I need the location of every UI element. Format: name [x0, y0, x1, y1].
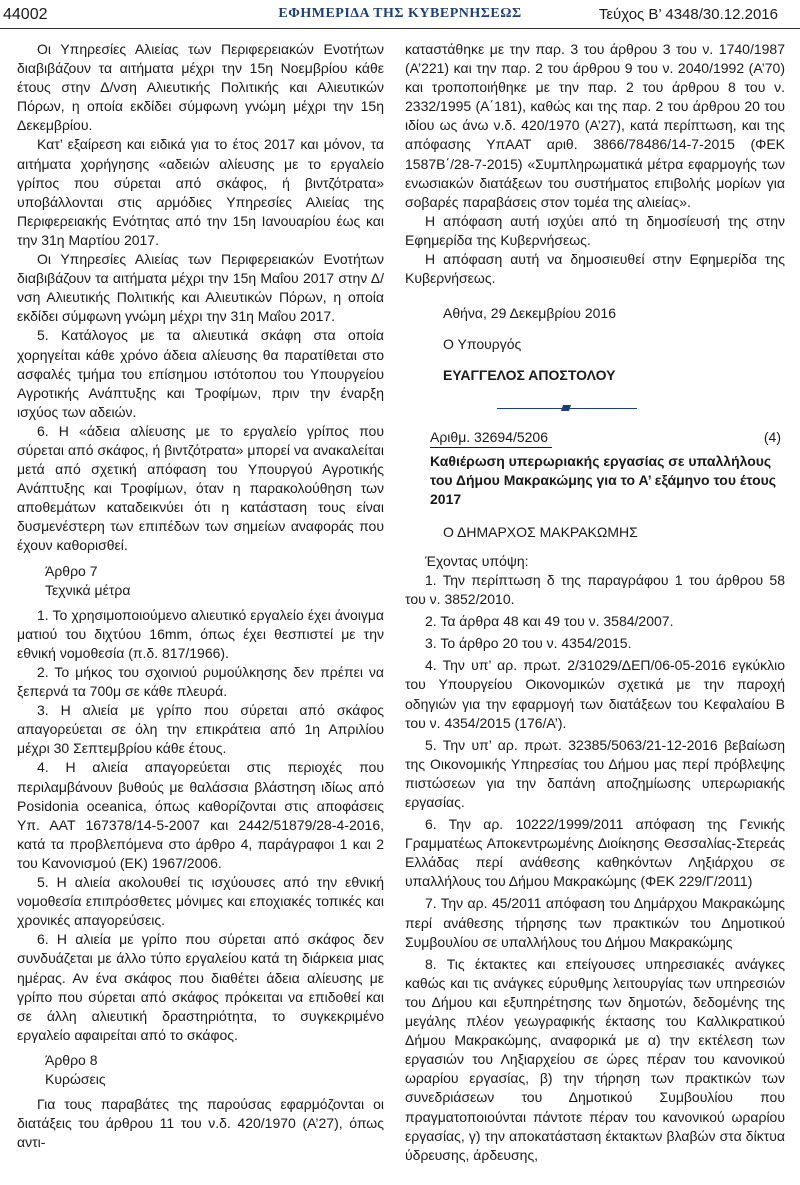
decision-number: Αριθμ. 32694/5206 [430, 428, 552, 448]
paragraph: 1. Το χρησιμοποιούμενο αλιευτικό εργαλείο έχει άνοιγμα ματιού του διχτύου 16mm, όπως έχει θεσπιστεί με την εθνική νομοθεσία (π.δ. 817/1966). [17, 606, 384, 661]
paragraph: 3. Η αλιεία με γρίπο που σύρεται από σκάφος απαγορεύεται σε όλη την επικράτεια από 1η Απριλίου μέχρι 30 Σεπτεμβρίου κάθε έτους. [17, 702, 384, 757]
paragraph: καταστάθηκε με την παρ. 3 του άρθρου 3 του ν. 1740/1987 (Α’221) και την παρ. 2 του άρθρου 9 του ν. 2040/1992 (Α’70) και τροποποιήθηκε με την παρ. 2 του άρθρου 8 του ν. 2332/1995 (Α΄181), καθώς και της παρ. 2 του άρθρου 20 του ιδίου ως άνω ν.δ. 420/1970 (Α’27), κατά περίπτωση, και της απόφασης ΥπΑΑΤ αριθ. 3866/78486/14-7-2015 (ΦΕΚ 1587Β΄/28-7-2015) «Συμπληρωματικά μέτρα εφαρμογής των ενωσιακών διατάξεων του συστήματος επιβολής μορίων για σοβαρές παραβάσεις στον τομέα της αλιείας». [405, 41, 785, 210]
page-number: 44002 [3, 6, 48, 23]
divider-mark [561, 405, 571, 411]
article-7-title: Τεχνικά μέτρα [45, 581, 131, 598]
header-rule [0, 28, 800, 29]
paragraph: Η απόφαση αυτή να δημοσιευθεί στην Εφημερίδα της Κυβερνήσεως. [405, 251, 785, 287]
issuing-authority: Ο ΔΗΜΑΡΧΟΣ ΜΑΚΡΑΚΩΜΗΣ [443, 523, 638, 540]
page-header [0, 0, 800, 30]
section-divider [405, 394, 785, 424]
paragraph: 2. Το μήκος του σχοινιού ρυμούλκησης δεν πρέπει να ξεπερνά τα 700μ σε κάθε πλευρά. [17, 664, 384, 700]
decision-code: (4) [763, 428, 781, 445]
issue-reference: Τεύχος B’ 4348/30.12.2016 [598, 6, 778, 23]
paragraph: Κατ’ εξαίρεση και ειδικά για το έτος 2017 και μόνον, τα αιτήματα χορήγησης «αδειών αλίευσης με το εργαλείο γρίπος που σύρεται από σκάφος, ή βιντζότρατα» υποβάλλονται στις αρμόδιες Υπηρεσίες Αλιείας της Περιφερειακής Ενότητας από την 15η Ιανουαρίου έως και την 31η Μαρτίου 2017. [17, 136, 384, 248]
decision-title: Καθιέρωση υπερωριακής εργασίας σε υπαλλήλους του Δήμου Μακρακώμης για το Α’ εξάμηνο του έτους 2017 [430, 452, 777, 507]
paragraph: 5. Κατάλογος με τα αλιευτικά σκάφη στα οποία χορηγείται κάθε χρόνο άδεια αλίευσης θα παρατίθεται στο ασφαλές τμήμα του επίσημου ιστότοπου του Υπουργείου Αγροτικής Ανάπτυξης και Τροφίμων, πριν την έναρξη ισχύος των αδειών. [17, 327, 384, 420]
signature-place-date: Αθήνα, 29 Δεκεμβρίου 2016 [443, 305, 616, 322]
considering-label: Έχοντας υπόψη: [425, 552, 529, 569]
paragraph: 6. Η «άδεια αλίευσης με το εργαλείο γρίπος που σύρεται από σκάφος, ή βιντζότρατα» μπορεί να ανακαλείται μετά από σχετική απόφαση του Υπουργού Αγροτικής Ανάπτυξης και Τροφίμων, όταν η παρακολούθηση των αποθεμάτων καταδεικνύει ότι η κατάσταση τους είναι δυσμενέστερη των επιπέδων των σημείων αναφοράς που έχουν καθορισθεί. [17, 422, 384, 554]
signatory-name: ΕΥΑΓΓΕΛΟΣ ΑΠΟΣΤΟΛΟΥ [443, 367, 616, 384]
recital: 5. Την υπ’ αρ. πρωτ. 32385/5063/21-12-2016 βεβαίωση της Οικονομικής Υπηρεσίας του Δήμου μας περί πρόβλεψης πιστώσεων για την δαπάνη αποζημίωσης υπερωριακής εργασίας. [405, 736, 785, 810]
paragraph: 6. Η αλιεία με γρίπο που σύρεται από σκάφος δεν συνδυάζεται με άλλο τύπο εργαλείου κατά τη διάρκεια μιας ημέρας. Αν ένα σκάφος που διαθέτει άδεια αλίευσης με γρίπο που σύρεται από σκάφος πρόκειται να επιδοθεί και σε άλλη αλιευτική δραστηριότητα, το συγκεκριμένο εργαλείο αφαιρείται από το σκάφος. [17, 931, 384, 1043]
article-7-number: Άρθρο 7 [45, 562, 98, 579]
article-8-title: Κυρώσεις [45, 1070, 106, 1087]
right-column [405, 40, 785, 1180]
paragraph: Οι Υπηρεσίες Αλιείας των Περιφερειακών Ενοτήτων διαβιβάζουν τα αιτήματα μέχρι την 15η Μαΐου 2017 στην Δ/νση Αλιευτικής Πολιτικής και Αλιευτικών Πόρων, η οποία εκδίδει σύμφωνη γνώμη μέχρι την 31η Μαΐου 2017. [17, 251, 384, 325]
paragraph: Οι Υπηρεσίες Αλιείας των Περιφερειακών Ενοτήτων διαβιβάζουν τα αιτήματα μέχρι την 15η Νοεμβρίου κάθε έτους στην Δ/νση Αλιευτικής Πολιτικής και Αλιευτικών Πόρων, η οποία εκδίδει σύμφωνη γνώμη μέχρι την 15η Δεκεμβρίου. [17, 41, 384, 134]
article-8-number: Άρθρο 8 [45, 1051, 98, 1068]
recital: 7. Την αρ. 45/2011 απόφαση του Δημάρχου Μακρακώμης περί ανάθεσης τήρησης των πρακτικών του Δημοτικού Συμβουλίου σε υπαλλήλους του Δήμου Μακρακώμης [405, 895, 785, 950]
publication-title: ΕΦΗΜΕΡΙΔΑ ΤΗΣ ΚΥΒΕΡΝΗΣΕΩΣ [278, 6, 522, 21]
recital: 8. Τις έκτακτες και επείγουσες υπηρεσιακές ανάγκες καθώς και τις ανάγκες εύρυθμης λειτουργίας των υπηρεσιών του Δήμου και εξυπηρέτησης των δημοτών, δεδομένης της μεγάλης πλέον γεωγραφικής έκτασης του Καλλικρατικού Δήμου Μακρακώμης, αναφορικά με α) την εκτέλεση των εργασιών του Ληξιαρχείου σε ώρες πέραν του κανονικού ωραρίου εργασίας, β) την τήρηση των πρακτικών των συνεδριάσεων του Δημοτικού Συμβουλίου που πραγματοποιούνται πάντοτε πέραν του κανονικού ωραρίου εργασίας, γ) την αποκατάσταση έκτακτων βλαβών στα δίκτυα ύδρευσης, άρδευσης, [405, 955, 785, 1163]
decision-header [405, 428, 785, 449]
paragraph: Η απόφαση αυτή ισχύει από τη δημοσίευσή της στην Εφημερίδα της Κυβερνήσεως. [405, 212, 785, 248]
paragraph: 5. Η αλιεία ακολουθεί τις ισχύουσες από την εθνική νομοθεσία επιπρόσθετες μόνιμες και εποχιακές τοπικές και χρονικές απαγορεύσεις. [17, 874, 384, 929]
paragraph: 4. Η αλιεία απαγορεύεται στις περιοχές που περιλαμβάνουν βυθούς με θαλάσσια βλάστηση ιδίως από Posidonia oceanica, όπως καθορίζονται στις αποφάσεις Υπ. ΑΑΤ 167378/14-5-2007 και 2442/51879/28-4-2016, κατά τα προβλεπόμενα στο άρθρο 4, παράγραφοι 1 και 2 του Κανονισμού (ΕΚ) 1967/2006. [17, 759, 384, 871]
signature-role: Ο Υπουργός [443, 336, 522, 353]
recital: 1. Την περίπτωση δ της παραγράφου 1 του άρθρου 58 του ν. 3852/2010. [405, 571, 785, 608]
recital: 2. Τα άρθρα 48 και 49 του ν. 3584/2007. [425, 613, 674, 630]
recital: 3. Το άρθρο 20 του ν. 4354/2015. [425, 635, 632, 652]
left-column [17, 40, 384, 1180]
recital: 6. Την αρ. 10222/1999/2011 απόφαση της Γενικής Γραμματέως Αποκεντρωμένης Διοίκησης Θεσσαλίας-Στερεάς Ελλάδας περί ανάθεσης καθηκόντων Ληξιάρχου σε υπαλλήλους του Δήμου Μακρακώμης (ΦΕΚ 229/Γ/2011) [405, 816, 785, 890]
recital: 4. Την υπ’ αρ. πρωτ. 2/31029/ΔΕΠ/06-05-2016 εγκύκλιο του Υπουργείου Οικονομικών σχετικά με την παροχή οδηγιών για την εφαρμογή των διατάξεων του Κεφαλαίου Β του ν. 4354/2015 (176/Α’). [405, 657, 785, 731]
paragraph: Για τους παραβάτες της παρούσας εφαρμόζονται οι διατάξεις του άρθρου 11 του ν.δ. 420/1970 (Α’27), όπως αντι- [17, 1096, 384, 1151]
